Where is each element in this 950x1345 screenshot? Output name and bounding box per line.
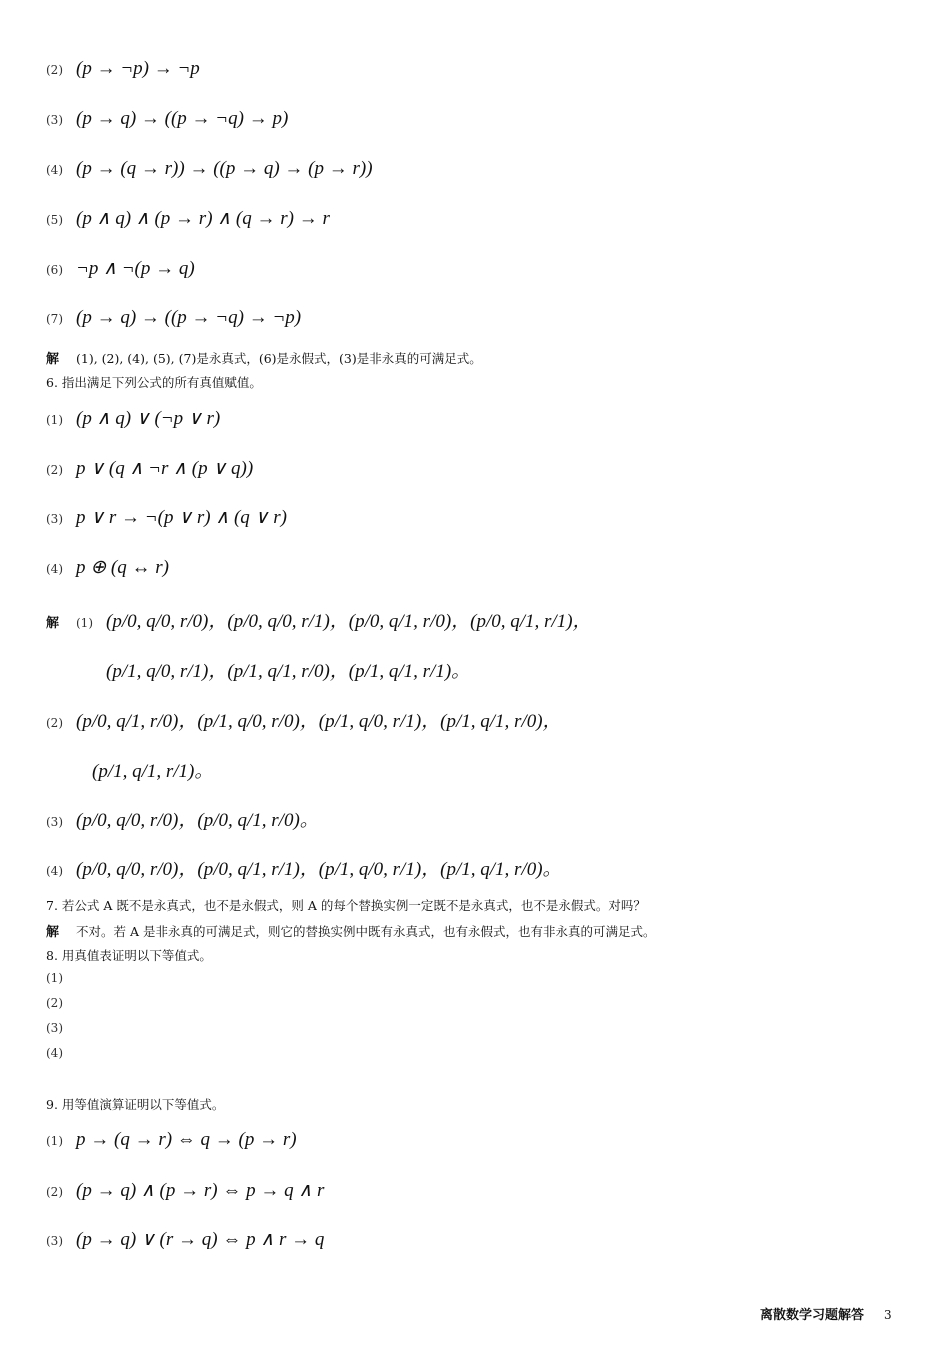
assignments: (p/1, q/1, r/1)。 (92, 761, 214, 782)
assignments: (p/0, q/0, r/0)，(p/0, q/1, r/1)，(p/1, q/0, r/1)，(p/1, q/1, r/0)。 (76, 859, 562, 880)
formula: p ⊕ (q ↔ r) (76, 557, 169, 578)
page-number: 3 (884, 1308, 892, 1322)
item-number: (1) (76, 616, 93, 630)
answer-label: 解 (46, 925, 60, 940)
q8-item-4: (4) (46, 1046, 63, 1060)
q6-item-4 (46, 556, 169, 579)
item-number: (3) (46, 815, 63, 829)
item-number: (2) (46, 463, 63, 477)
answer-label: 解 (46, 352, 60, 367)
formula: (p ∧ q) ∧ (p → r) ∧ (q → r) → r (76, 208, 330, 229)
q9-title: 9. 用等值演算证明以下等值式。 (46, 1097, 225, 1112)
item-number: (2) (46, 1185, 63, 1199)
q7-answer (46, 921, 655, 940)
formula: (p → (q → r)) → ((p → q) → (p → r)) (76, 158, 373, 179)
q6-answer-2 (46, 706, 562, 733)
item-number: (4) (46, 562, 63, 576)
q5-item-6 (46, 257, 195, 280)
q5-item-7 (46, 307, 301, 329)
q8-item-1: (1) (46, 971, 63, 985)
item-number: (3) (46, 113, 63, 127)
q9-item-2 (46, 1179, 324, 1202)
q6-answer-2-cont (92, 756, 213, 783)
formula: p ∨ (q ∧ ¬r ∧ (p ∨ q)) (76, 458, 254, 479)
q6-item-2 (46, 457, 253, 480)
formula: p ∨ r → ¬(p ∨ r) ∧ (q ∨ r) (76, 507, 287, 528)
q9-item-1 (46, 1129, 297, 1151)
q8-item-2: (2) (46, 996, 63, 1010)
item-number: (2) (46, 63, 63, 77)
formula: (p → q) → ((p → ¬q) → p) (76, 108, 289, 129)
assignments: (p/1, q/0, r/1)，(p/1, q/1, r/0)，(p/1, q/1, r/1)。 (106, 661, 471, 682)
q6-item-1 (46, 407, 220, 430)
item-number: (3) (46, 512, 63, 526)
assignments: (p/0, q/1, r/0)，(p/1, q/0, r/0)，(p/1, q/0, r/1)，(p/1, q/1, r/0)， (76, 711, 562, 732)
q6-title: 6. 指出满足下列公式的所有真值赋值。 (46, 375, 262, 390)
answer-label: 解 (46, 616, 60, 631)
answer-text: (1), (2), (4), (5), (7)是永真式，(6)是永假式，(3)是非永真的可满足式。 (76, 351, 482, 366)
formula: (p → q) ∨ (r → q) ⇔ p ∧ r → q (76, 1229, 325, 1250)
footer-title: 离散数学习题解答 (760, 1308, 865, 1323)
q6-answer-1-cont (106, 656, 470, 683)
formula: (p → ¬p) → ¬p (76, 58, 200, 79)
q9-item-3 (46, 1228, 324, 1251)
assignments: (p/0, q/0, r/0)，(p/0, q/0, r/1)，(p/0, q/1, r/0)，(p/0, q/1, r/1)， (106, 611, 592, 632)
q6-answer-1 (46, 606, 592, 633)
item-number: (4) (46, 864, 63, 878)
answer-text: 不对。若 A 是非永真的可满足式，则它的替换实例中既有永真式，也有永假式，也有非永真的可满足式。 (76, 924, 656, 939)
q5-item-5 (46, 207, 330, 230)
q8-item-3: (3) (46, 1021, 63, 1035)
formula: (p → q) ∧ (p → r) ⇔ p → q ∧ r (76, 1180, 325, 1201)
q6-answer-3 (46, 805, 319, 832)
formula: (p ∧ q) ∨ (¬p ∨ r) (76, 408, 221, 429)
page-footer (760, 1304, 892, 1323)
q5-answer (46, 348, 482, 367)
q8-title: 8. 用真值表证明以下等值式。 (46, 948, 212, 963)
item-number: (6) (46, 263, 63, 277)
item-number: (7) (46, 312, 63, 326)
item-number: (5) (46, 213, 63, 227)
q5-item-3 (46, 108, 288, 130)
item-number: (1) (46, 413, 63, 427)
q7-title: 7. 若公式 A 既不是永真式，也不是永假式，则 A 的每个替换实例一定既不是永真式，也不是永假式。对吗？ (46, 898, 646, 913)
item-number: (4) (46, 163, 63, 177)
item-number: (2) (46, 716, 63, 730)
q6-item-3 (46, 506, 287, 529)
item-number: (3) (46, 1234, 63, 1248)
item-number: (1) (46, 1134, 63, 1148)
assignments: (p/0, q/0, r/0)，(p/0, q/1, r/0)。 (76, 810, 319, 831)
formula: ¬p ∧ ¬(p → q) (76, 258, 195, 279)
q6-answer-4 (46, 854, 562, 881)
q5-item-2 (46, 58, 200, 80)
formula: (p → q) → ((p → ¬q) → ¬p) (76, 307, 302, 328)
q5-item-4 (46, 158, 373, 180)
formula: p → (q → r) ⇔ q → (p → r) (76, 1129, 297, 1150)
